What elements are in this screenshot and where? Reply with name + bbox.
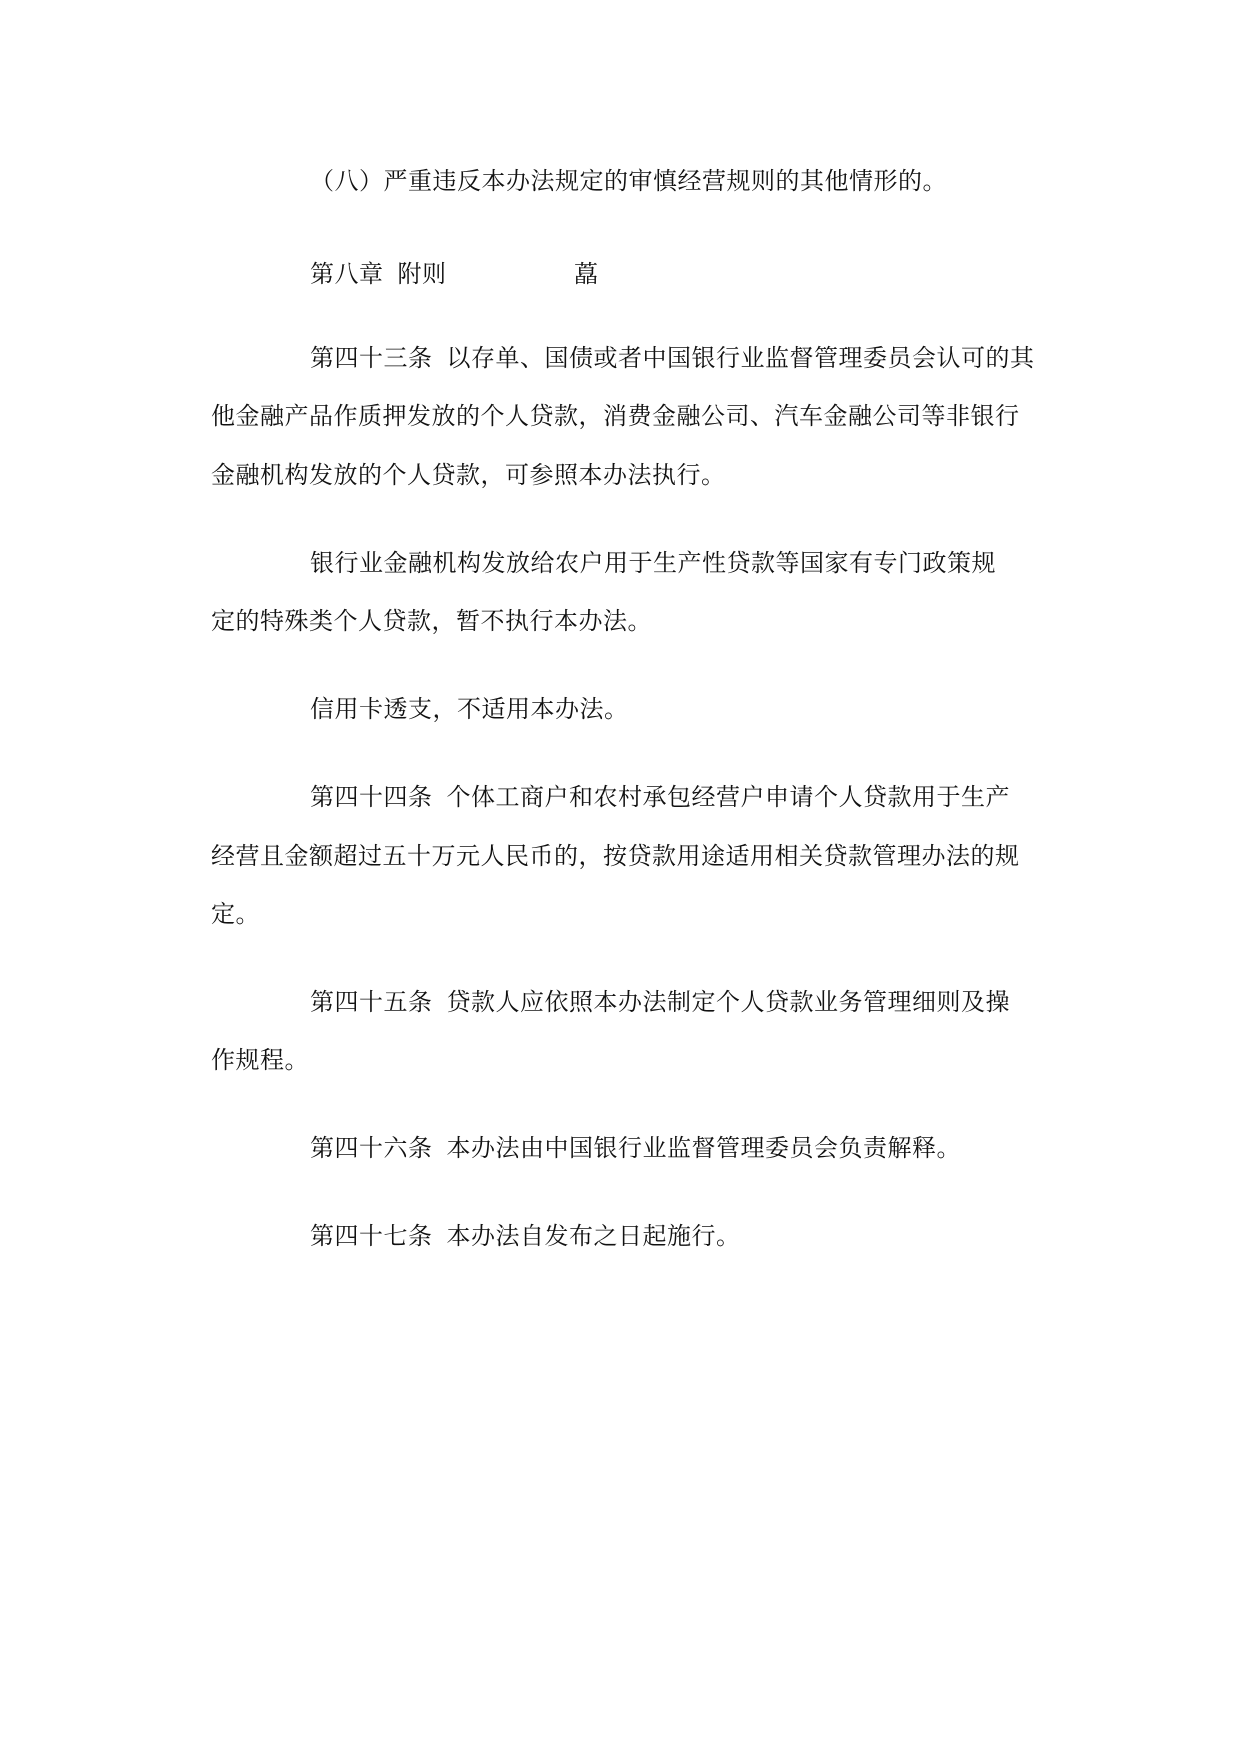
farm-loan-line-1: 银行业金融机构发放给农户用于生产性贷款等国家有专门政策规	[310, 549, 996, 577]
article-44-text-1: 个体工商户和农村承包经营户申请个人贷款用于生产	[446, 783, 1010, 811]
article-46-text-1: 本办法由中国银行业监督管理委员会负责解释。	[446, 1134, 961, 1162]
article-43-text-1: 以存单、国债或者中国银行业监督管理委员会认可的其	[446, 344, 1035, 372]
article-45-line-2: 作规程。	[211, 1046, 309, 1074]
article-45-text-1: 贷款人应依照本办法制定个人贷款业务管理细则及操	[446, 988, 1010, 1016]
article-47-text-1: 本办法自发布之日起施行。	[446, 1222, 741, 1250]
article-47-line-1	[310, 1220, 741, 1252]
article-44-line-3: 定。	[211, 900, 260, 928]
article-44-line-1	[310, 781, 1010, 813]
chapter-title: 第八章	[310, 260, 384, 288]
farm-loan-line-2: 定的特殊类个人贷款，暂不执行本办法。	[211, 607, 652, 635]
article-47-label: 第四十七条	[310, 1222, 433, 1250]
article-43-line-1	[310, 342, 1035, 374]
article-44-line-2: 经营且金额超过五十万元人民币的，按贷款用途适用相关贷款管理办法的规	[211, 842, 1020, 870]
article-44-label: 第四十四条	[310, 783, 433, 811]
item-8-text: （八）严重违反本办法规定的审慎经营规则的其他情形的。	[310, 167, 947, 195]
article-46-label: 第四十六条	[310, 1134, 433, 1162]
article-43-label: 第四十三条	[310, 344, 433, 372]
article-45-label: 第四十五条	[310, 988, 433, 1016]
credit-card-paragraph: 信用卡透支，不适用本办法。	[310, 695, 629, 723]
article-43-line-2: 他金融产品作质押发放的个人贷款，消费金融公司、汽车金融公司等非银行	[211, 402, 1020, 430]
chapter-name: 附则	[397, 260, 447, 288]
chapter-heading	[310, 258, 447, 290]
stray-glyph: 藠	[574, 260, 599, 288]
article-46-line-1	[310, 1132, 961, 1164]
article-45-line-1	[310, 986, 1010, 1018]
article-43-line-3: 金融机构发放的个人贷款，可参照本办法执行。	[211, 461, 726, 489]
